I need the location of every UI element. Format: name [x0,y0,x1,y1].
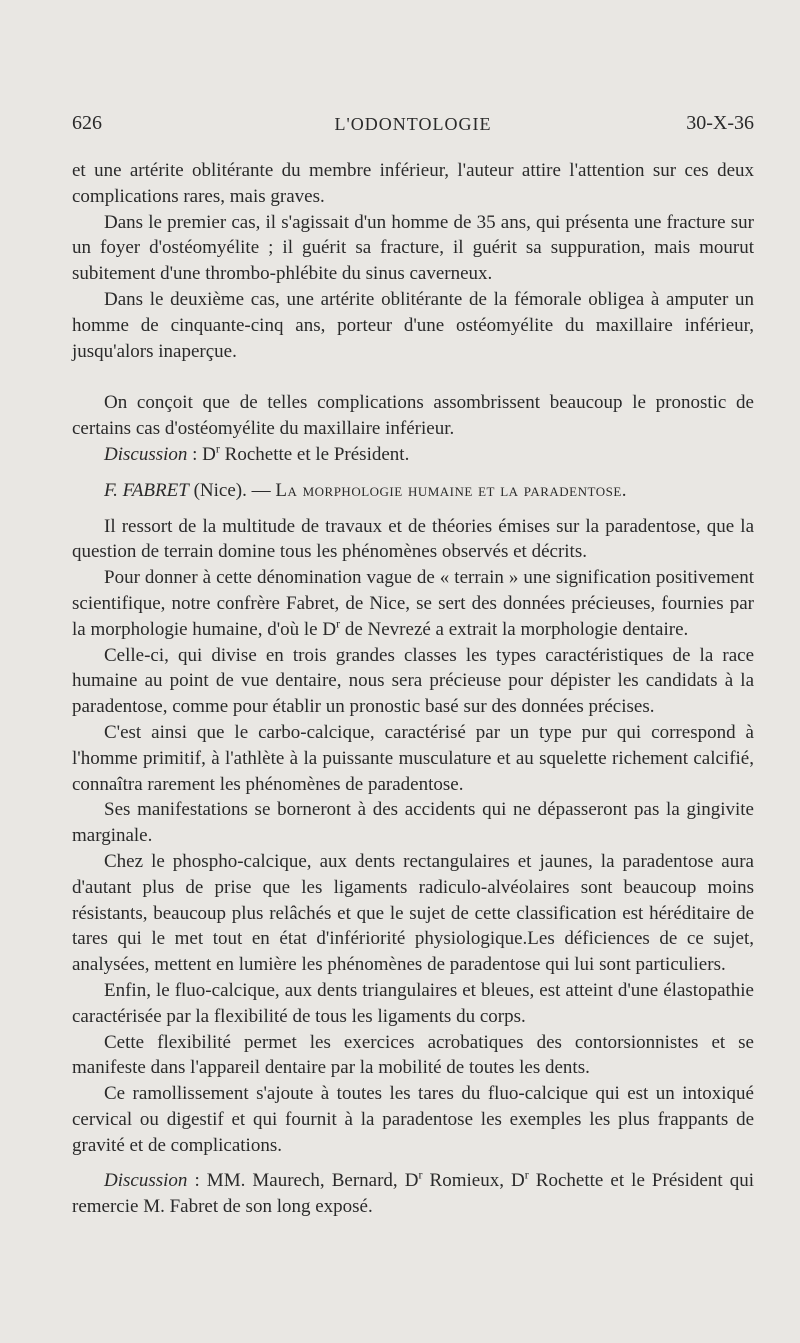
page-number: 626 [72,112,102,134]
section-title: La morphologie humaine et la paradentose. [275,479,628,501]
paragraph: Il ressort de la multitude de travaux et de théories émises sur la paradentose, que la question de terrain domine tous les phénomènes observés et décrits. [72,515,754,563]
paragraph: Ce ramollissement s'ajoute à toutes les tares du fluo-calcique qui est un intoxiqué cervical ou digestif et qui fournit à la paradentose les exemples les plus frappants de gravité et de complications. [72,1083,754,1156]
author-name: F. FABRET [104,479,189,501]
section-heading: F. FABRET (Nice). — La morphologie humaine et la paradentose. [104,479,628,501]
paragraph: et une artérite oblitérante du membre inférieur, l'auteur attire l'attention sur ces deux complications rares, mais graves. [72,160,754,207]
paragraph: Dans le premier cas, il s'agissait d'un homme de 35 ans, qui présenta une fracture sur un foyer d'ostéomyélite ; il guérit sa fracture, il guérit sa suppuration, mais mourut subitement d'une thrombo-phlébite du sinus caverneux. [72,211,754,285]
journal-title: L'ODONTOLOGIE [334,114,492,134]
paragraph: Cette flexibilité permet les exercices acrobatiques des contorsionnistes et se manifeste dans l'appareil dentaire par la mobilité de toutes les dents. [72,1031,754,1079]
discussion-line: Discussion : $D^r$ Rochette et le Président. [104,441,410,465]
discussion-label: Discussion [104,1170,188,1192]
paragraph: Chez le phospho-calcique, aux dents rectangulaires et jaunes, la paradentose aura d'autant plus de prise que les ligaments radiculo-alvéolaires sont beaucoup moins résistants, beaucoup plus relâchés et que le sujet de cette classification est héréditaire de tares qui le met tout en état d'infériorité physiologique.Les déficiences de ce sujet, analysées, mettent en lumière les phénomènes de paradentose qui lui sont particuliers. [72,850,754,976]
paragraph: Ses manifestations se borneront à des accidents qui ne dépasseront pas la gingivite marginale. [72,799,754,847]
discussion-label: Discussion [104,443,188,465]
article-body [72,158,754,1220]
paragraph: Pour donner à cette dénomination vague de « terrain » une signification positivement scientifique, notre confrère Fabret, de Nice, se sert des données précieuses, fournies par la morphologie humaine, d'où le $D^r$ de Nevrezé a extrait la morphologie dentaire. [72,567,754,640]
page-header [72,112,754,142]
paragraph: Enfin, le fluo-calcique, aux dents triangulaires et bleues, est atteint d'une élastopathie caractérisée par la flexibilité de tous les ligaments du corps. [72,979,754,1027]
paragraph: On conçoit que de telles complications assombrissent beaucoup le pronostic de certains cas d'ostéomyélite du maxillaire inférieur. [72,392,754,440]
paragraph: Celle-ci, qui divise en trois grandes classes les types caractéristiques de la race humaine au point de vue dentaire, nous sera précieuse pour dépister les candidats à la paradentose, comme pour établir un pronostic basé sur des données précises. [72,644,754,718]
issue-date: 30-X-36 [686,112,754,134]
paragraph: Dans le deuxième cas, une artérite oblitérante de la fémorale obligea à amputer un homme de cinquante-cinq ans, porteur d'une ostéomyélite du maxillaire inférieur, jusqu'alors inaperçue. [72,288,754,362]
paragraph: C'est ainsi que le carbo-calcique, caractérisé par un type pur qui correspond à l'homme primitif, à l'athlète à la puissante musculature et au squelette richement calcifié, connaîtra rarement les phénomènes de paradentose. [72,721,754,795]
discussion-line: Discussion : MM. Maurech, Bernard, $D^r$ Romieux, $D^r$ Rochette et le Président qui remercie M. Fabret de son long exposé. [72,1168,754,1218]
